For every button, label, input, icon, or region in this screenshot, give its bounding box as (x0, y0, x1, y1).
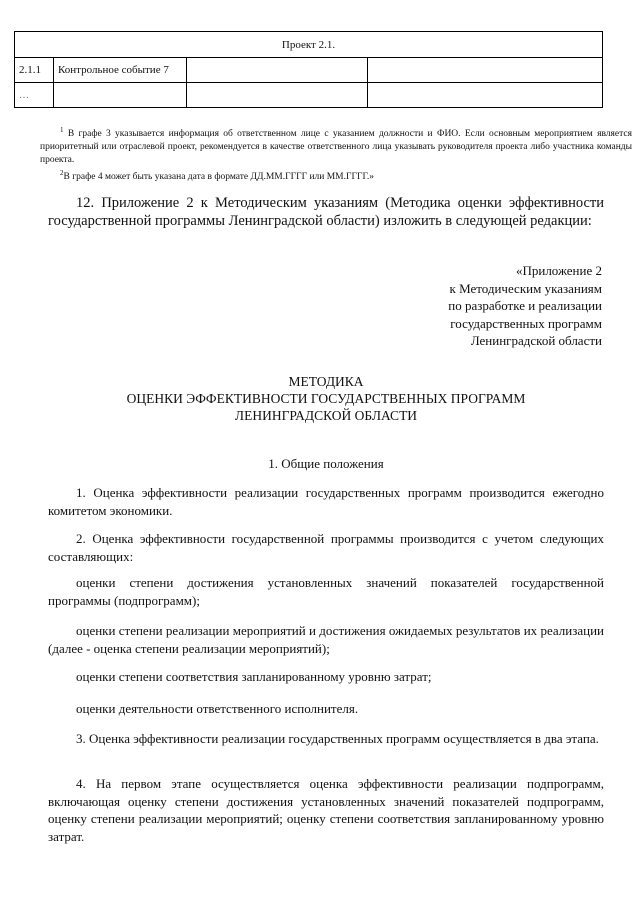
title-line: МЕТОДИКА (288, 374, 364, 389)
footnote-2 (40, 167, 632, 184)
row-empty-cell (187, 83, 368, 108)
project-table (14, 31, 603, 108)
row-empty-cell (368, 58, 603, 83)
row-number-cell: … (15, 83, 54, 108)
table-header-row (15, 32, 603, 58)
footnote-1 (40, 124, 632, 167)
paragraph-1: 1. Оценка эффективности реализации государственных программ производится ежегодно комитетом экономики. (48, 485, 604, 518)
title-line: ЛЕНИНГРАДСКОЙ ОБЛАСТИ (234, 408, 418, 423)
paragraph-2: 2. Оценка эффективности государственной программы производится с учетом следующих составляющих: (48, 531, 604, 564)
paragraph-2a: оценки степени достижения установленных значений показателей государственной программы (подпрограмм); (48, 575, 604, 608)
footnote-mark: 2 (60, 169, 64, 177)
appendix-heading (448, 262, 602, 350)
row-empty-cell (187, 58, 368, 83)
table-row (15, 58, 603, 83)
table-row (15, 83, 603, 108)
appendix-line: государственных программ (450, 315, 602, 331)
footnote-text: В графе 4 может быть указана дата в формате ДД.ММ.ГГГГ или ММ.ГГГГ.» (63, 172, 375, 182)
document-title (48, 373, 604, 424)
paragraph-2d: оценки деятельности ответственного исполнителя. (76, 701, 359, 716)
paragraph-3: 3. Оценка эффективности реализации государственных программ осуществляется в два этапа. (76, 731, 599, 746)
appendix-line: Ленинградской области (470, 333, 602, 348)
row-name-cell: Контрольное событие 7 (54, 58, 187, 83)
row-name-cell (54, 83, 187, 108)
item-12-paragraph: 12. Приложение 2 к Методическим указаниям (Методика оценки эффективности государственной программы Ленинградской области) изложить в следующей редакции: (48, 195, 604, 229)
paragraph-2b: оценки степени реализации мероприятий и достижения ожидаемых результатов их реализации (далее - оценка степени реализации мероприятий); (48, 623, 604, 656)
paragraph-2c: оценки степени соответствия запланированному уровню затрат; (76, 669, 432, 684)
footnotes (40, 124, 632, 184)
row-empty-cell (368, 83, 603, 108)
title-line: ОЦЕНКИ ЭФФЕКТИВНОСТИ ГОСУДАРСТВЕННЫХ ПРОГРАММ (126, 391, 526, 406)
row-number-cell: 2.1.1 (15, 58, 54, 83)
appendix-line: «Приложение 2 (515, 263, 602, 278)
footnote-text: В графе 3 указывается информация об ответственном лице с указанием должности и ФИО. Если основным мероприятием является приоритетный или отраслевой проект, рекомендуется в качестве ответственного лица указывать руководителя проекта либо участника команды проекта. (40, 129, 632, 165)
table-header-cell: Проект 2.1. (15, 32, 603, 58)
appendix-line: по разработке и реализации (448, 298, 602, 313)
appendix-line: к Методическим указаниям (449, 280, 602, 296)
paragraph-4: 4. На первом этапе осуществляется оценка эффективности реализации подпрограмм, включающая оценку степени достижения установленных значений показателей подпрограмм, оценку степени реализации мероприятий; оценку степени соответствия запланированному уровню затрат. (48, 776, 604, 844)
section-heading: 1. Общие положения (268, 456, 384, 471)
footnote-mark: 1 (60, 126, 64, 134)
